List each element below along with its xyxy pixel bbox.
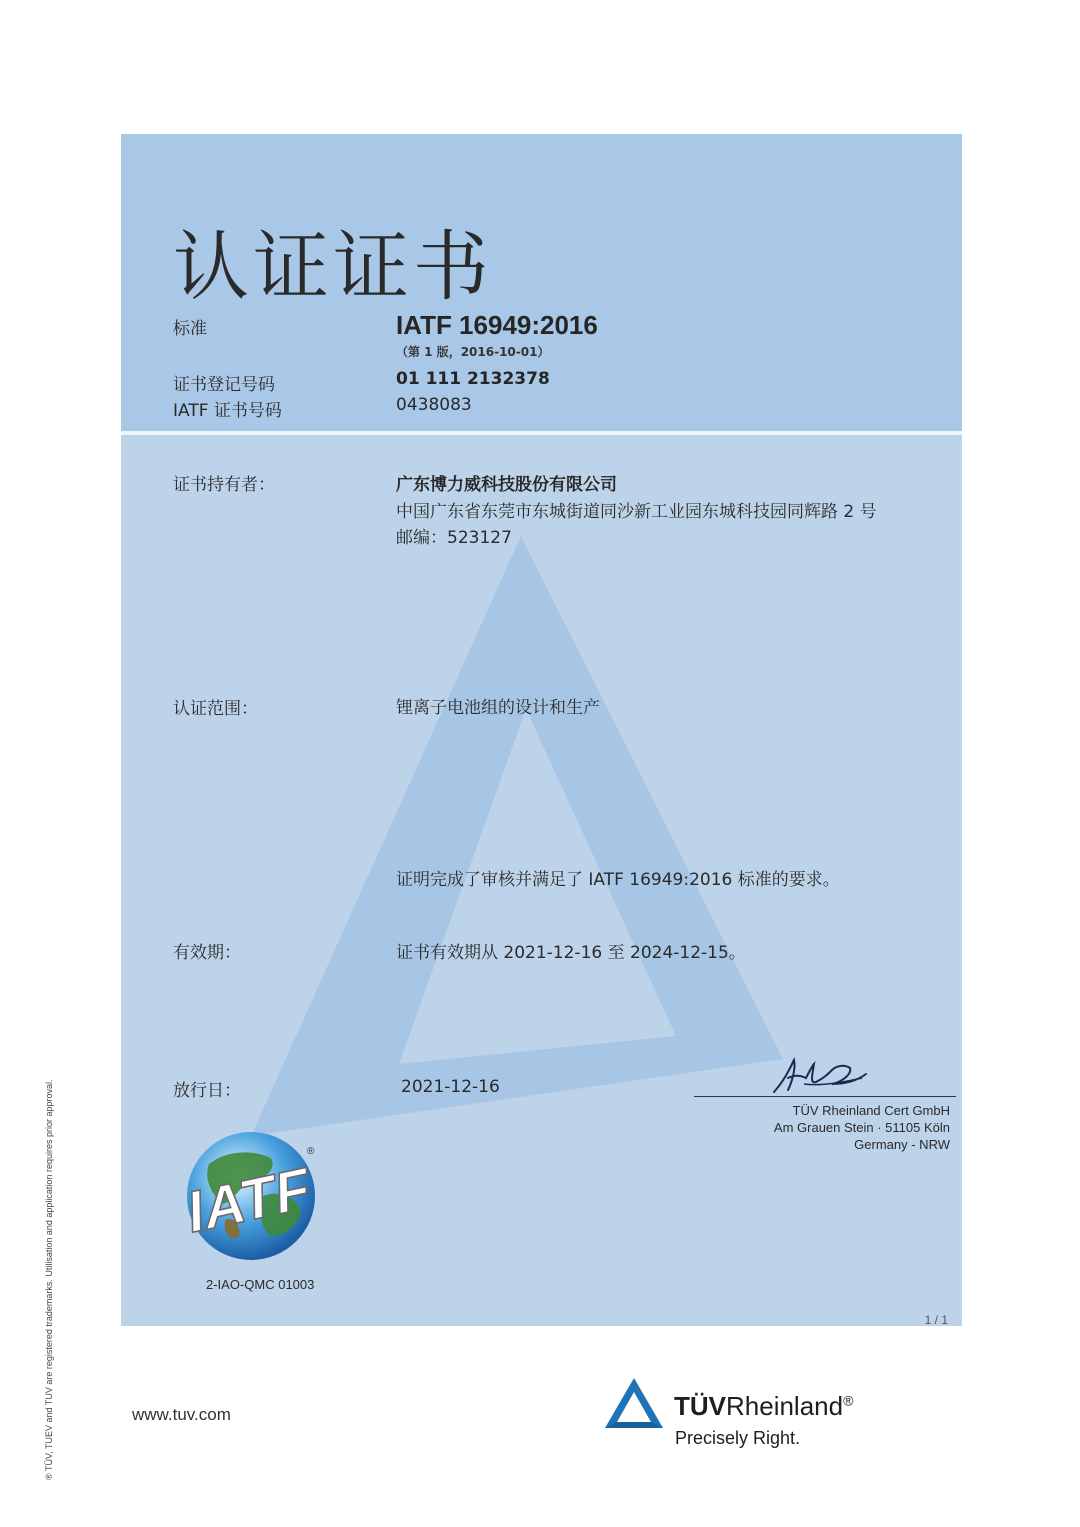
tuv-triangle-logo-icon xyxy=(603,1376,665,1430)
signature-icon xyxy=(766,1048,876,1098)
website-link[interactable]: www.tuv.com xyxy=(132,1405,231,1424)
issue-date-value: 2021-12-16 xyxy=(401,1077,500,1097)
holder-company: 广东博力威科技股份有限公司 xyxy=(396,475,617,495)
holder-label: 证书持有者： xyxy=(173,475,275,495)
issuer-country: Germany - NRW xyxy=(854,1137,950,1152)
brand-registered-mark: ® xyxy=(843,1392,854,1409)
holder-address: 中国广东省东莞市东城街道同沙新工业园东城科技园同辉路 2 号 xyxy=(396,502,877,522)
brand-slogan: Precisely Right. xyxy=(675,1428,801,1448)
conformity-statement: 证明完成了审核并满足了 IATF 16949:2016 标准的要求。 xyxy=(396,870,840,890)
standard-value: IATF 16949:2016 xyxy=(396,310,598,340)
iatf-globe-logo xyxy=(179,1124,329,1264)
issue-date-label: 放行日： xyxy=(173,1081,241,1101)
holder-postcode: 邮编：523127 xyxy=(396,528,512,548)
iatf-number-value: 0438083 xyxy=(396,395,472,415)
registration-value: 01 111 2132378 xyxy=(396,369,550,389)
tuv-brand xyxy=(674,1391,853,1422)
iatf-reg-mark: ® xyxy=(307,1146,315,1157)
trademark-side-note: ® TÜV, TUEV and TUV are registered trademarks. Utilisation and application requires prior approval. xyxy=(44,1079,54,1480)
brand-rheinland: Rheinland xyxy=(726,1391,844,1421)
certificate-panel xyxy=(121,134,962,1326)
validity-value: 证书有效期从 2021-12-16 至 2024-12-15。 xyxy=(396,943,746,963)
iatf-number-label: IATF 证书号码 xyxy=(173,401,282,421)
iatf-code: 2-IAO-QMC 01003 xyxy=(206,1277,315,1292)
validity-label: 有效期： xyxy=(173,943,241,963)
standard-edition: （第 1 版，2016-10-01） xyxy=(396,345,550,359)
iatf-logo-text: IATF xyxy=(180,1155,317,1246)
certificate-title: 认证证书 xyxy=(173,222,493,311)
signature-line xyxy=(694,1096,956,1097)
brand-tuv: TÜV xyxy=(674,1391,726,1421)
issuer-street: Am Grauen Stein · 51105 Köln xyxy=(773,1120,950,1135)
scope-label: 认证范围： xyxy=(173,699,258,719)
page-number: 1 / 1 xyxy=(924,1313,948,1326)
registration-label: 证书登记号码 xyxy=(173,375,275,395)
standard-label: 标准 xyxy=(173,319,207,339)
scope-value: 锂离子电池组的设计和生产 xyxy=(396,698,600,718)
issuer-name: TÜV Rheinland Cert GmbH xyxy=(792,1103,950,1118)
